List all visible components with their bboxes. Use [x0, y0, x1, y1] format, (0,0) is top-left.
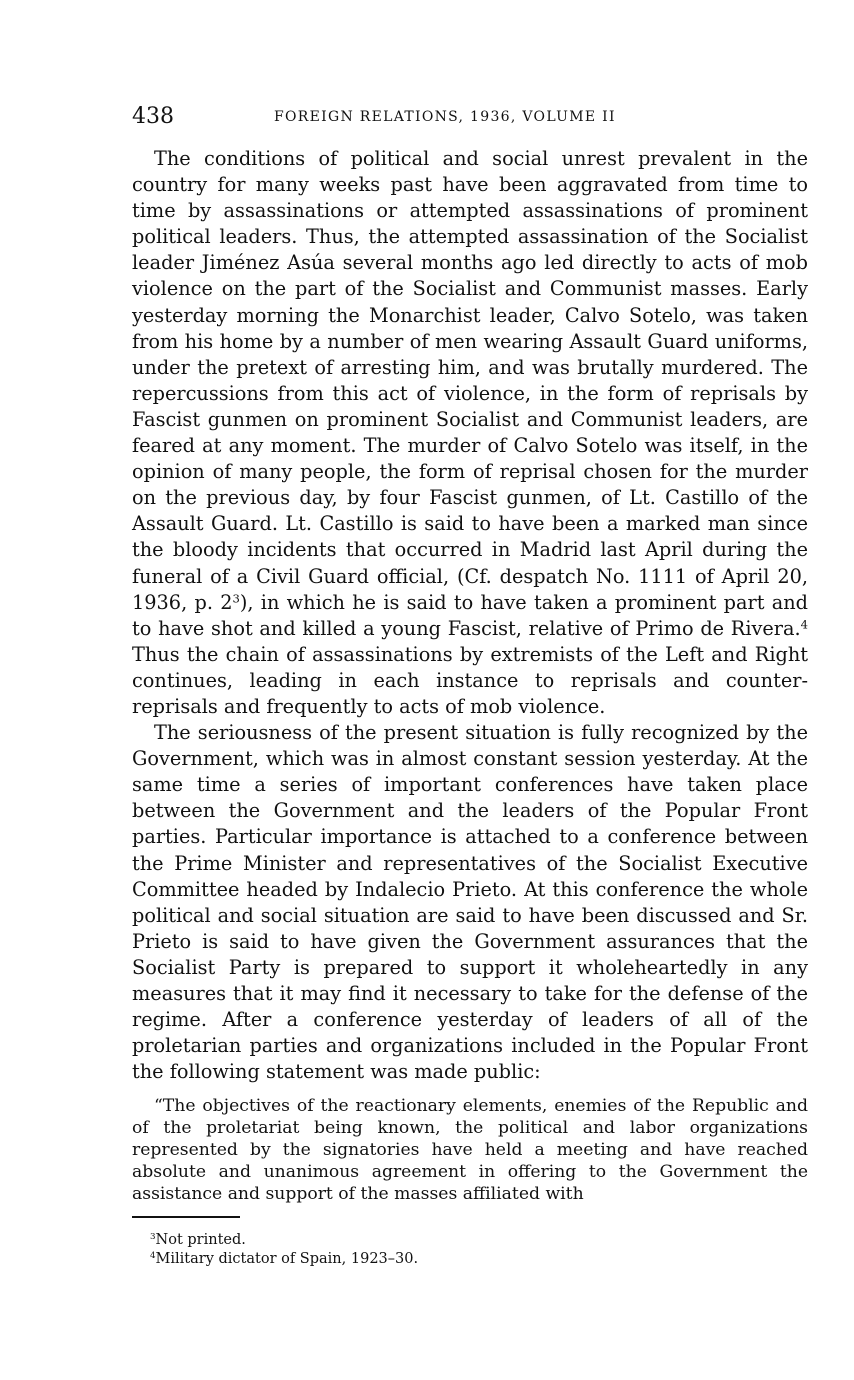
footnote-4-text: Military dictator of Spain, 1923–30. [155, 1250, 419, 1267]
paragraph-1-part-b: ), in which he is said to have taken a prominent part and to have shot and killed a young Fascist, relative of Primo de Rivera. [132, 590, 809, 640]
block-quote [132, 1096, 808, 1206]
footnote-4 [150, 1250, 750, 1269]
footnote-3-marker: 3 [150, 1232, 156, 1243]
footnote-ref-4: 4 [800, 617, 808, 632]
footnote-3 [150, 1231, 750, 1250]
footnote-ref-3: 3 [232, 591, 240, 606]
paragraph-1 [132, 146, 808, 720]
page-number: 438 [132, 104, 174, 129]
footnote-4-marker: 4 [150, 1250, 156, 1261]
body-text [132, 146, 808, 1085]
footnotes [150, 1231, 750, 1268]
quote-text: “The objectives of the reactionary elements, enemies of the Republic and of the proletariat being known, the political and labor organizations represented by the signatories have held a meeting and have reached absolute and unanimous agreement in offering to the Government the assistance and support of the masses affiliated with [132, 1096, 808, 1204]
paragraph-1-part-c: Thus the chain of assassinations by extremists of the Left and Right continues, leading in each instance to reprisals and counter-reprisals and frequently to acts of mob violence. [132, 642, 808, 718]
footnote-rule [132, 1216, 240, 1218]
footnote-3-text: Not printed. [155, 1232, 246, 1248]
paragraph-1-part-a: The conditions of political and social unrest prevalent in the country for many weeks past have been aggravated from time to time by assassinations or attempted assassinations of prominent political leaders. Thus, the attempted assassination of the Socialist leader Jiménez Asúa several months ago led directly to acts of mob violence on the part of the Socialist and Communist masses. Early yesterday morning the Monarchist leader, Calvo Sotelo, was taken from his home by a number of men wearing Assault Guard uniforms, under the pretext of arresting him, and was brutally murdered. The repercussions from this act of violence, in the form of reprisals by Fascist gunmen on prominent Socialist and Communist leaders, are feared at any moment. The murder of Calvo Sotelo was itself, in the opinion of many people, the form of reprisal chosen for the murder on the previous day, by four Fascist gunmen, of Lt. Castillo of the Assault Guard. Lt. Castillo is said to have been a marked man since the bloody incidents that occurred in Madrid last April during the funeral of a Civil Guard official, (Cf. despatch No. 1111 of April 20, 1936, p. 2 [132, 147, 808, 614]
page-header [132, 104, 808, 134]
running-head: FOREIGN RELATIONS, 1936, VOLUME II [274, 109, 616, 125]
paragraph-2: The seriousness of the present situation is fully recognized by the Government, which was in almost constant session yesterday. At the same time a series of important conferences have taken place between the Government and the leaders of the Popular Front parties. Particular importance is attached to a conference between the Prime Minister and representatives of the Socialist Executive Committee headed by Indalecio Prieto. At this conference the whole political and social situation are said to have been discussed and Sr. Prieto is said to have given the Government assurances that the Socialist Party is prepared to support it wholeheartedly in any measures that it may find it necessary to take for the defense of the regime. After a conference yesterday of leaders of all of the proletarian parties and organizations included in the Popular Front the following statement was made public: [132, 721, 808, 1084]
